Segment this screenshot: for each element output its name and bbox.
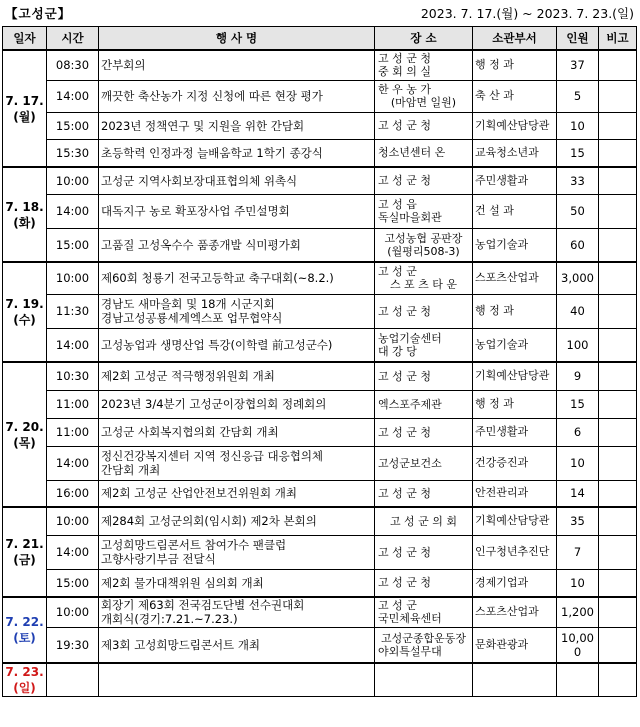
time-cell: 14:00 bbox=[47, 446, 99, 480]
event-cell: 2023년 정책연구 및 지원을 위한 간담회 bbox=[99, 112, 375, 139]
dept-cell bbox=[473, 569, 557, 597]
place-text: (월평리508-3) bbox=[387, 244, 460, 258]
place-cell bbox=[375, 228, 473, 262]
date-label: 7. 20. bbox=[5, 419, 44, 434]
table-row bbox=[3, 627, 637, 663]
attendees-cell bbox=[557, 627, 599, 663]
col-place-header: 장 소 bbox=[375, 27, 473, 51]
place-text: 엑스포주제관 bbox=[378, 397, 442, 411]
dept-text: 농업기술과 bbox=[475, 337, 529, 351]
header-row bbox=[3, 27, 637, 51]
event-cell: 제2회 물가대책위원 심의회 개최 bbox=[99, 569, 375, 597]
date-cell bbox=[3, 362, 47, 507]
remarks-cell bbox=[599, 228, 637, 262]
dept-text: 기획예산담당관 bbox=[475, 118, 550, 132]
place-text: 고성군보건소 bbox=[378, 456, 442, 470]
attendees-cell: 3,000 bbox=[557, 262, 599, 294]
attendees-cell: 15 bbox=[557, 390, 599, 418]
date-range: 2023. 7. 17.(월) ~ 2023. 7. 23.(일) bbox=[420, 6, 634, 21]
place-line bbox=[378, 515, 469, 528]
place-line bbox=[378, 398, 469, 411]
attendees-cell: 100 bbox=[557, 328, 599, 362]
place-cell bbox=[375, 80, 473, 112]
dept-cell bbox=[473, 167, 557, 194]
attendees-cell: 7 bbox=[557, 535, 599, 569]
place-cell bbox=[375, 627, 473, 663]
time-cell: 08:30 bbox=[47, 50, 99, 80]
date-label: 7. 18. bbox=[5, 199, 44, 214]
attendees-cell: 5 bbox=[557, 80, 599, 112]
place-line bbox=[378, 305, 469, 318]
remarks-cell bbox=[599, 627, 637, 663]
time-cell: 16:00 bbox=[47, 480, 99, 507]
dept-line bbox=[475, 397, 554, 411]
place-cell bbox=[375, 507, 473, 535]
attendees-cell: 35 bbox=[557, 507, 599, 535]
time-cell: 19:30 bbox=[47, 627, 99, 663]
dept-text: 행 정 과 bbox=[475, 58, 514, 72]
remarks-cell bbox=[599, 597, 637, 627]
place-line bbox=[378, 232, 469, 245]
remarks-cell bbox=[599, 167, 637, 194]
event-line: 경남고성공룡세계엑스포 업무협약식 bbox=[101, 311, 283, 325]
dept-line bbox=[475, 238, 554, 252]
table-row bbox=[3, 167, 637, 194]
table-row bbox=[3, 139, 637, 167]
weekday-label: (월) bbox=[13, 109, 36, 124]
remarks-cell bbox=[599, 446, 637, 480]
event-cell: 고품질 고성옥수수 품종개발 식미평가회 bbox=[99, 228, 375, 262]
event-cell: 깨끗한 축산농가 지정 신청에 따른 현장 평가 bbox=[99, 80, 375, 112]
table-row bbox=[3, 390, 637, 418]
place-line bbox=[378, 546, 469, 559]
place-line bbox=[378, 332, 469, 345]
dept-line bbox=[475, 456, 554, 470]
table-row bbox=[3, 480, 637, 507]
event-cell bbox=[99, 446, 375, 480]
place-line bbox=[378, 146, 469, 159]
event-cell: 고성농업과 생명산업 특강(이학렬 前고성군수) bbox=[99, 328, 375, 362]
event-cell: 제284회 고성군의회(임시회) 제2차 본회의 bbox=[99, 507, 375, 535]
place-cell bbox=[375, 50, 473, 80]
place-cell bbox=[375, 569, 473, 597]
time-cell: 14:00 bbox=[47, 80, 99, 112]
event-line: 고성희망드림콘서트 참여가수 팬클럽 bbox=[101, 538, 287, 552]
table-row bbox=[3, 328, 637, 362]
place-text: 야외특설무대 bbox=[378, 644, 442, 658]
attendees-cell: 50 bbox=[557, 194, 599, 228]
dept-cell bbox=[473, 112, 557, 139]
date-cell bbox=[3, 507, 47, 597]
place-line bbox=[378, 211, 469, 224]
place-cell bbox=[375, 480, 473, 507]
dept-cell bbox=[473, 50, 557, 80]
table-row bbox=[3, 80, 637, 112]
table-row bbox=[3, 569, 637, 597]
dept-cell bbox=[473, 139, 557, 167]
dept-cell bbox=[473, 627, 557, 663]
dept-line bbox=[475, 486, 554, 500]
dept-line bbox=[475, 58, 554, 72]
table-row bbox=[3, 228, 637, 262]
place-line bbox=[378, 345, 469, 358]
event-cell: 고성군 지역사회보장대표협의체 위촉식 bbox=[99, 167, 375, 194]
event-cell: 제60회 청룡기 전국고등학교 축구대회(~8.2.) bbox=[99, 262, 375, 294]
event-cell bbox=[99, 663, 375, 697]
place-text: 중 회 의 실 bbox=[378, 65, 431, 79]
weekday-label: (일) bbox=[13, 681, 36, 695]
remarks-cell bbox=[599, 480, 637, 507]
dept-line bbox=[475, 638, 554, 652]
date-label: 7. 23. bbox=[5, 665, 44, 679]
event-cell: 제2회 고성군 산업안전보건위원회 개최 bbox=[99, 480, 375, 507]
dept-cell bbox=[473, 328, 557, 362]
header-bar bbox=[0, 0, 640, 26]
place-text: 고 성 군 청 bbox=[378, 425, 431, 439]
attendees-cell: 9 bbox=[557, 362, 599, 390]
event-cell bbox=[99, 535, 375, 569]
event-line: 회장기 제63회 전국검도단별 선수권대회 bbox=[101, 598, 305, 613]
place-cell bbox=[375, 390, 473, 418]
remarks-cell bbox=[599, 194, 637, 228]
weekday-label: (목) bbox=[13, 435, 36, 450]
table-row bbox=[3, 194, 637, 228]
dept-text: 교육청소년과 bbox=[475, 145, 539, 159]
dept-text: 주민생활과 bbox=[475, 425, 529, 438]
event-line: 정신건강복지센터 지역 정신응급 대응협의체 bbox=[101, 449, 324, 463]
place-cell bbox=[375, 294, 473, 328]
time-cell: 14:00 bbox=[47, 535, 99, 569]
time-cell: 15:30 bbox=[47, 139, 99, 167]
col-dept-header: 소관부서 bbox=[473, 27, 557, 51]
table-row bbox=[3, 294, 637, 328]
col-remarks-header: 비고 bbox=[599, 27, 637, 51]
table-row bbox=[3, 446, 637, 480]
dept-line bbox=[475, 545, 554, 559]
date-cell bbox=[3, 597, 47, 663]
document-title: 【고성군】 bbox=[5, 6, 72, 21]
dept-text: 문화관광과 bbox=[475, 637, 529, 651]
place-text: 청소년센터 온 bbox=[378, 146, 446, 160]
attendees-cell: 6 bbox=[557, 418, 599, 446]
place-line bbox=[378, 198, 469, 211]
event-cell: 고성군 사회복지협의회 간담회 개최 bbox=[99, 418, 375, 446]
dept-line bbox=[475, 146, 554, 160]
weekday-label: (금) bbox=[13, 553, 36, 567]
place-text: 고성군종합운동장 bbox=[380, 631, 466, 645]
dept-text: 스포츠산업과 bbox=[475, 271, 539, 285]
remarks-cell bbox=[599, 262, 637, 294]
table-row bbox=[3, 50, 637, 80]
dept-line bbox=[475, 174, 554, 188]
place-text: 독실마을회관 bbox=[378, 211, 442, 224]
remarks-cell bbox=[599, 663, 637, 697]
event-cell: 대독지구 농로 확포장사업 주민설명회 bbox=[99, 194, 375, 228]
event-line: 경남도 새마을회 및 18개 시군지회 bbox=[101, 297, 275, 311]
attendees-line: 0 bbox=[573, 644, 582, 659]
event-cell: 간부회의 bbox=[99, 50, 375, 80]
remarks-cell bbox=[599, 569, 637, 597]
dept-text: 스포츠산업과 bbox=[475, 605, 539, 619]
col-time-header: 시간 bbox=[47, 27, 99, 51]
event-line: 개회식(경기:7.21.~7.23.) bbox=[101, 612, 238, 627]
weekday-label: (화) bbox=[13, 215, 36, 230]
place-line bbox=[378, 370, 469, 383]
event-cell bbox=[99, 597, 375, 627]
time-cell: 14:00 bbox=[47, 328, 99, 362]
place-line bbox=[378, 632, 469, 645]
time-cell: 10:00 bbox=[47, 167, 99, 194]
place-cell bbox=[375, 262, 473, 294]
table-row bbox=[3, 663, 637, 697]
dept-cell bbox=[473, 362, 557, 390]
remarks-cell bbox=[599, 139, 637, 167]
dept-cell bbox=[473, 597, 557, 627]
attendees-cell: 10 bbox=[557, 446, 599, 480]
attendees-cell: 14 bbox=[557, 480, 599, 507]
remarks-cell bbox=[599, 50, 637, 80]
event-cell: 2023년 3/4분기 고성군이장협의회 정례회의 bbox=[99, 390, 375, 418]
place-text: 스 포 츠 타 운 bbox=[389, 278, 458, 292]
place-line bbox=[378, 487, 469, 500]
place-text: 고 성 군 청 bbox=[378, 545, 431, 559]
time-cell: 11:30 bbox=[47, 294, 99, 328]
place-line bbox=[378, 576, 469, 589]
place-line bbox=[378, 83, 469, 96]
time-cell: 15:00 bbox=[47, 569, 99, 597]
place-text: 고 성 군 bbox=[378, 599, 417, 613]
place-line bbox=[378, 119, 469, 132]
place-text: 고 성 군 의 회 bbox=[389, 514, 458, 528]
event-line: 고향사랑기부금 전달식 bbox=[101, 552, 216, 566]
attendees-cell: 60 bbox=[557, 228, 599, 262]
place-text: 농업기술센터 bbox=[378, 331, 442, 345]
place-line bbox=[378, 457, 469, 470]
attendees-cell: 33 bbox=[557, 167, 599, 194]
dept-cell bbox=[473, 80, 557, 112]
place-text: 고 성 군 청 bbox=[378, 576, 431, 590]
event-cell: 제3회 고성희망드림콘서트 개최 bbox=[99, 627, 375, 663]
place-text: 고성농협 공판장 bbox=[384, 231, 463, 245]
place-text: 고 성 군 청 bbox=[378, 174, 431, 188]
time-cell: 11:00 bbox=[47, 418, 99, 446]
date-cell bbox=[3, 167, 47, 262]
time-cell: 10:30 bbox=[47, 362, 99, 390]
place-cell bbox=[375, 139, 473, 167]
dept-line bbox=[475, 514, 554, 528]
place-text: 한 우 농 가 bbox=[378, 83, 431, 96]
table-row bbox=[3, 112, 637, 139]
dept-line bbox=[475, 605, 554, 619]
attendees-cell: 1,200 bbox=[557, 597, 599, 627]
dept-text: 축 산 과 bbox=[475, 89, 514, 102]
dept-text: 기획예산담당관 bbox=[475, 514, 550, 528]
attendees-cell: 15 bbox=[557, 139, 599, 167]
attendees-cell: 10 bbox=[557, 112, 599, 139]
dept-text: 건 설 과 bbox=[475, 204, 514, 217]
place-line bbox=[378, 245, 469, 258]
remarks-cell bbox=[599, 390, 637, 418]
event-line: 간담회 개최 bbox=[101, 463, 161, 477]
time-cell: 14:00 bbox=[47, 194, 99, 228]
place-line bbox=[378, 265, 469, 278]
date-cell bbox=[3, 262, 47, 362]
remarks-cell bbox=[599, 294, 637, 328]
dept-cell bbox=[473, 418, 557, 446]
dept-line bbox=[475, 338, 554, 352]
place-cell bbox=[375, 597, 473, 627]
place-line bbox=[378, 174, 469, 187]
date-label: 7. 21. bbox=[5, 537, 44, 551]
dept-line bbox=[475, 89, 554, 103]
dept-text: 농업기술과 bbox=[475, 237, 529, 251]
place-text: 대 강 당 bbox=[378, 344, 417, 358]
remarks-cell bbox=[599, 418, 637, 446]
dept-cell bbox=[473, 390, 557, 418]
date-cell bbox=[3, 663, 47, 697]
place-line bbox=[378, 96, 469, 109]
attendees-line: 10,00 bbox=[561, 630, 594, 645]
time-cell: 10:00 bbox=[47, 262, 99, 294]
col-attendees-header: 인원 bbox=[557, 27, 599, 51]
dept-cell bbox=[473, 480, 557, 507]
col-date-header: 일자 bbox=[3, 27, 47, 51]
time-cell: 10:00 bbox=[47, 597, 99, 627]
dept-text: 인구청년추진단 bbox=[475, 545, 550, 558]
weekday-label: (수) bbox=[13, 313, 36, 327]
place-line bbox=[378, 645, 469, 658]
place-line bbox=[378, 612, 469, 625]
remarks-cell bbox=[599, 328, 637, 362]
dept-cell bbox=[473, 507, 557, 535]
attendees-cell: 37 bbox=[557, 50, 599, 80]
dept-cell bbox=[473, 262, 557, 294]
table-row bbox=[3, 597, 637, 627]
table-row bbox=[3, 535, 637, 569]
place-cell bbox=[375, 194, 473, 228]
place-cell bbox=[375, 328, 473, 362]
place-text: (마암면 일원) bbox=[390, 96, 457, 109]
event-cell: 제2회 고성군 적극행정위원회 개최 bbox=[99, 362, 375, 390]
dept-line bbox=[475, 304, 554, 318]
place-cell bbox=[375, 663, 473, 697]
date-label: 7. 17. bbox=[5, 93, 44, 108]
col-event-header: 행 사 명 bbox=[99, 27, 375, 51]
place-cell bbox=[375, 535, 473, 569]
dept-text: 경제기업과 bbox=[475, 575, 529, 589]
schedule-table bbox=[2, 26, 637, 697]
remarks-cell bbox=[599, 80, 637, 112]
place-line bbox=[378, 52, 469, 65]
event-cell bbox=[99, 294, 375, 328]
dept-text: 행 정 과 bbox=[475, 304, 514, 317]
table-row bbox=[3, 362, 637, 390]
place-text: 고 성 군 청 bbox=[378, 304, 431, 318]
place-cell bbox=[375, 112, 473, 139]
dept-line bbox=[475, 369, 554, 383]
place-cell bbox=[375, 167, 473, 194]
place-cell bbox=[375, 362, 473, 390]
place-text: 고 성 군 청 bbox=[378, 486, 431, 500]
time-cell: 11:00 bbox=[47, 390, 99, 418]
attendees-cell: 40 bbox=[557, 294, 599, 328]
dept-cell bbox=[473, 294, 557, 328]
event-cell: 초등학력 인정과정 늘배움학교 1학기 종강식 bbox=[99, 139, 375, 167]
dept-line bbox=[475, 576, 554, 590]
place-line bbox=[378, 278, 469, 291]
place-text: 고 성 군 청 bbox=[378, 369, 431, 383]
remarks-cell bbox=[599, 535, 637, 569]
remarks-cell bbox=[599, 112, 637, 139]
place-text: 고 성 군 청 bbox=[378, 52, 431, 66]
remarks-cell bbox=[599, 507, 637, 535]
place-text: 국민체육센터 bbox=[378, 612, 442, 626]
place-line bbox=[378, 599, 469, 612]
dept-cell bbox=[473, 446, 557, 480]
place-cell bbox=[375, 418, 473, 446]
dept-line bbox=[475, 271, 554, 285]
dept-text: 주민생활과 bbox=[475, 173, 529, 187]
place-text: 고 성 군 bbox=[378, 265, 417, 279]
time-cell: 15:00 bbox=[47, 112, 99, 139]
time-cell bbox=[47, 663, 99, 697]
dept-text: 안전관리과 bbox=[475, 486, 529, 500]
dept-text: 행 정 과 bbox=[475, 397, 514, 410]
place-line bbox=[378, 426, 469, 439]
table-row bbox=[3, 507, 637, 535]
time-cell: 10:00 bbox=[47, 507, 99, 535]
attendees-cell bbox=[557, 663, 599, 697]
dept-line bbox=[475, 204, 554, 218]
remarks-cell bbox=[599, 362, 637, 390]
time-cell: 15:00 bbox=[47, 228, 99, 262]
attendees-cell: 10 bbox=[557, 569, 599, 597]
weekday-label: (토) bbox=[13, 631, 36, 645]
place-text: 고 성 군 청 bbox=[378, 119, 431, 132]
place-cell bbox=[375, 446, 473, 480]
dept-text: 건강증진과 bbox=[475, 456, 529, 469]
dept-cell bbox=[473, 535, 557, 569]
dept-line bbox=[475, 425, 554, 439]
table-row bbox=[3, 418, 637, 446]
dept-line bbox=[475, 119, 554, 133]
date-cell bbox=[3, 50, 47, 167]
dept-text: 기획예산담당관 bbox=[475, 369, 550, 383]
date-label: 7. 22. bbox=[5, 615, 44, 629]
date-label: 7. 19. bbox=[5, 297, 44, 311]
place-text: 고 성 읍 bbox=[378, 198, 417, 211]
dept-cell bbox=[473, 228, 557, 262]
table-row bbox=[3, 262, 637, 294]
place-line bbox=[378, 65, 469, 78]
dept-cell bbox=[473, 663, 557, 697]
dept-cell bbox=[473, 194, 557, 228]
